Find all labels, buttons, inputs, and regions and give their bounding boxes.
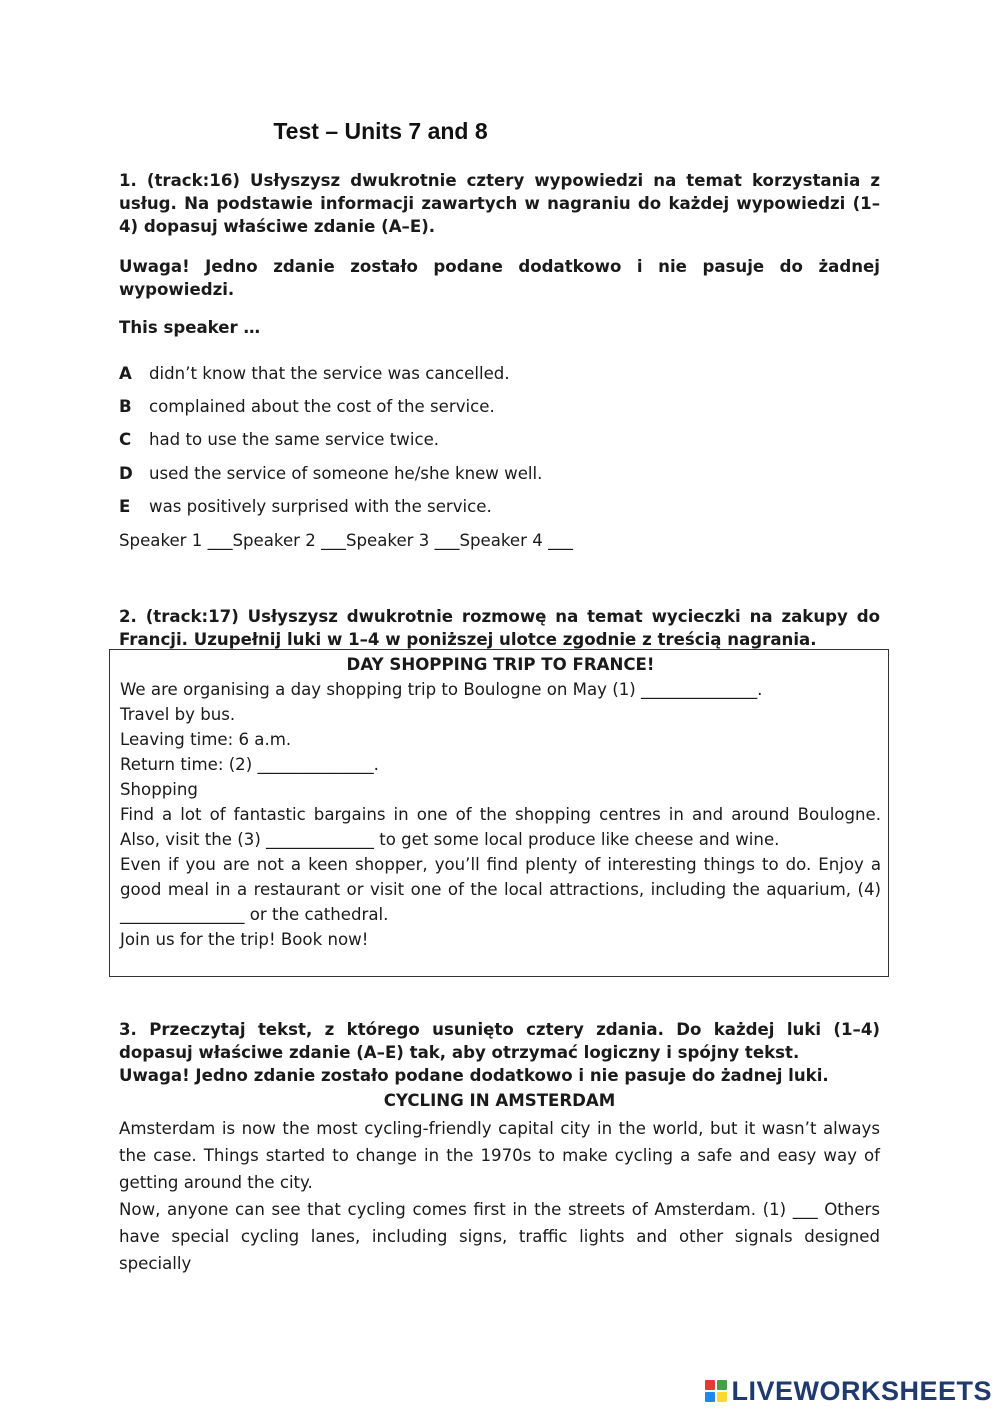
option-letter: B — [119, 397, 132, 416]
option-letter: D — [119, 464, 133, 483]
option-text: used the service of someone he/she knew well. — [149, 464, 543, 483]
option-letter: C — [119, 430, 132, 449]
option-text: was positively surprised with the service. — [149, 497, 492, 516]
option-text: complained about the cost of the service. — [149, 397, 495, 416]
option-b — [119, 396, 495, 418]
option-a — [119, 363, 510, 385]
flyer-line-shopping: Shopping — [120, 780, 198, 799]
liveworksheets-logo — [705, 1376, 992, 1406]
option-text: had to use the same service twice. — [149, 430, 440, 449]
flyer-line-travel: Travel by bus. — [120, 705, 236, 724]
option-d — [119, 463, 542, 485]
page-title: Test – Units 7 and 8 — [273, 118, 488, 144]
section1-lead: This speaker … — [119, 318, 261, 337]
flyer-line-leaving: Leaving time: 6 a.m. — [120, 730, 292, 749]
option-text: didn’t know that the service was cancelled. — [149, 364, 510, 383]
flyer-closing: Join us for the trip! Book now! — [120, 930, 369, 949]
option-e — [119, 496, 492, 518]
flyer-line-date[interactable]: We are organising a day shopping trip to Boulogne on May (1) ______________. — [120, 680, 763, 699]
logo-mark-icon — [705, 1380, 727, 1402]
text-paragraph-1: Amsterdam is now the most cycling-friendly capital city in the world, but it wasn’t always the case. Things started to change in the 1970s to make cycling a safe and easy way of getting around the city. — [119, 1119, 880, 1192]
flyer-paragraph-activities[interactable]: Even if you are not a keen shopper, you’ll find plenty of interesting things to do. Enjoy a good meal in a restaurant or visit one of the local attractions, including the aquarium, (4) _______________ or the cathedral. — [120, 855, 881, 924]
flyer-line-return[interactable]: Return time: (2) ______________. — [120, 755, 379, 774]
section2-instruction: 2. (track:17) Usłyszysz dwukrotnie rozmowę na temat wycieczki na zakupy do Francji. Uzupełnij luki w 1–4 w poniższej ulotce zgodnie z treścią nagrania. — [119, 607, 880, 649]
option-c — [119, 429, 439, 451]
section1-note: Uwaga! Jedno zdanie zostało podane dodatkowo i nie pasuje do żadnej wypowiedzi. — [119, 257, 880, 299]
speaker-answer-line[interactable]: Speaker 1 ___Speaker 2 ___Speaker 3 ___Speaker 4 ___ — [119, 531, 573, 550]
flyer-title: DAY SHOPPING TRIP TO FRANCE! — [346, 655, 655, 674]
section3-instruction: 3. Przeczytaj tekst, z którego usunięto cztery zdania. Do każdej luki (1–4) dopasuj właściwe zdanie (A–E) tak, aby otrzymać logiczny i spójny tekst. — [119, 1020, 880, 1062]
logo-text: LIVEWORKSHEETS — [731, 1375, 992, 1406]
text-paragraph-2[interactable]: Now, anyone can see that cycling comes first in the streets of Amsterdam. (1) ___ Others have special cycling lanes, including signs, traffic lights and other signals designed specially — [119, 1200, 880, 1273]
text-title: CYCLING IN AMSTERDAM — [383, 1091, 616, 1110]
section1-instruction: 1. (track:16) Usłyszysz dwukrotnie cztery wypowiedzi na temat korzystania z usług. Na podstawie informacji zawartych w nagraniu do każdej wypowiedzi (1–4) dopasuj właściwe zdanie (A–E). — [119, 171, 880, 236]
section3-note: Uwaga! Jedno zdanie zostało podane dodatkowo i nie pasuje do żadnej luki. — [119, 1066, 829, 1085]
flyer-box — [109, 649, 889, 977]
option-letter: A — [119, 364, 132, 383]
flyer-paragraph-bargains[interactable]: Find a lot of fantastic bargains in one of the shopping centres in and around Boulogne. Also, visit the (3) _____________ to get some local produce like cheese and wine. — [120, 805, 881, 849]
option-letter: E — [119, 497, 131, 516]
